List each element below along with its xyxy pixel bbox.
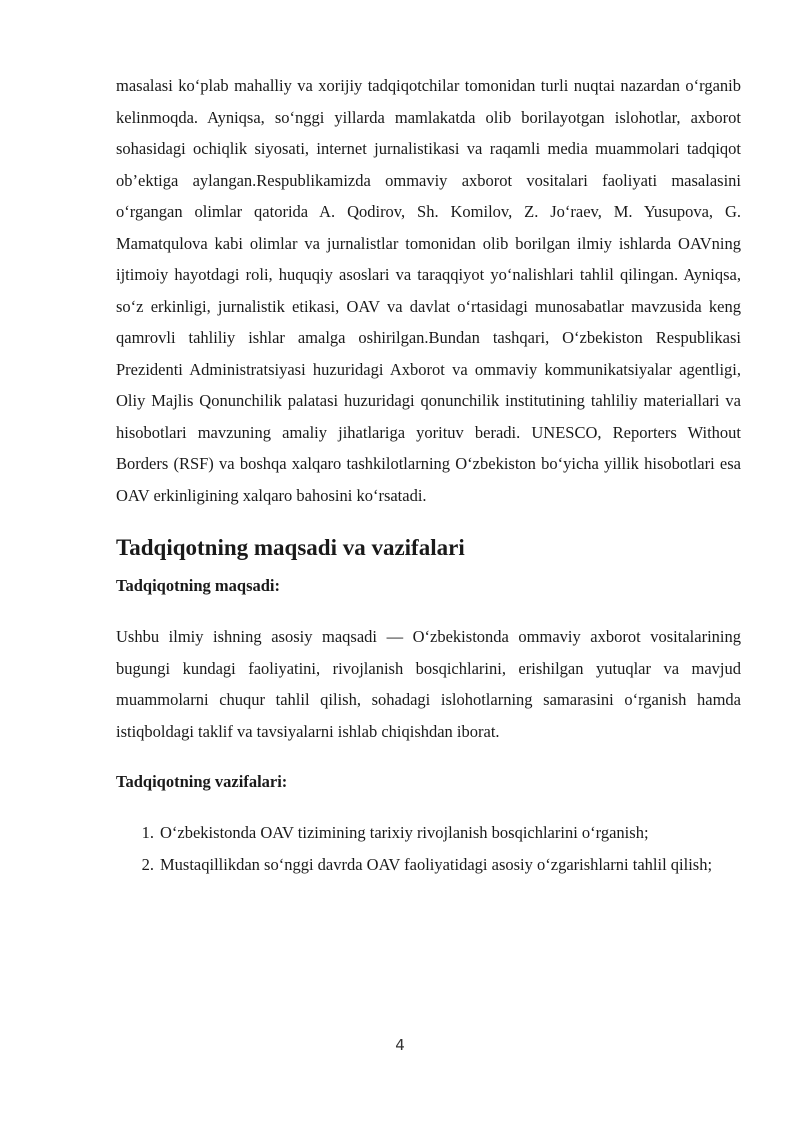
goal-paragraph: Ushbu ilmiy ishning asosiy maqsadi — O‘zbekistonda ommaviy axborot vositalarining bugungi kundagi faoliyatini, rivojlanish bosqichlarini, erishilgan yutuqlar va mavjud muammolarni chuqur tahlil qilish, sohadagi islohotlarning samarasini o‘rganish hamda istiqboldagi taklif va tavsiyalarni ishlab chiqishdan iborat.	[116, 627, 741, 741]
intro-paragraph: masalasi ko‘plab mahalliy va xorijiy tadqiqotchilar tomonidan turli nuqtai nazardan o‘rganib kelinmoqda. Ayniqsa, so‘nggi yillarda mamlakatda olib borilayotgan islohotlar, axborot sohasidagi ochiqlik siyosati, internet jurnalistikasi va raqamli media muammolari tadqiqot ob’ektiga aylangan.Respublikamizda ommaviy axborot vositalari faoliyati masalasini o‘rgangan olimlar qatorida A. Qodirov, Sh. Komilov, Z. Jo‘raev, M. Yusupova, G. Mamatqulova kabi olimlar va jurnalistlar tomonidan olib borilgan ilmiy ishlarda OAVning ijtimoiy hayotdagi roli, huquqiy asoslari va taraqqiyot yo‘nalishlari tahlil qilingan. Ayniqsa, so‘z erkinligi, jurnalistik etikasi, OAV va davlat o‘rtasidagi munosabatlar mavzusida keng qamrovli tahliliy ishlar amalga oshirilgan.Bundan tashqari, O‘zbekiston Respublikasi Prezidenti Administratsiyasi huzuridagi Axborot va ommaviy kommunikatsiyalar agentligi, Oliy Majlis Qonunchilik palatasi huzuridagi qonunchilik institutining tahliliy materiallari va hisobotlari mavzuning amaliy jihatlariga yorituv beradi. UNESCO, Reporters Without Borders (RSF) va boshqa xalqaro tashkilotlarning O‘zbekiston bo‘yicha yillik hisobotlari esa OAV erkinligining xalqaro bahosini ko‘rsatadi.	[116, 76, 741, 505]
section-heading: Tadqiqotning maqsadi va vazifalari	[116, 535, 465, 560]
list-item	[116, 817, 741, 849]
list-item	[116, 849, 741, 881]
page-number: 4	[395, 1036, 405, 1054]
list-item-text: Mustaqillikdan so‘nggi davrda OAV faoliyatidagi asosiy o‘zgarishlarni tahlil qilish;	[160, 854, 713, 874]
document-page	[116, 70, 741, 880]
list-item-number: 1.	[141, 823, 154, 842]
list-item-number: 2.	[141, 854, 154, 874]
tasks-list	[116, 817, 741, 880]
list-item-text: O‘zbekistonda OAV tizimining tarixiy rivojlanish bosqichlarini o‘rganish;	[160, 823, 649, 842]
goal-heading: Tadqiqotning maqsadi:	[116, 576, 281, 595]
tasks-heading: Tadqiqotning vazifalari:	[116, 772, 288, 791]
